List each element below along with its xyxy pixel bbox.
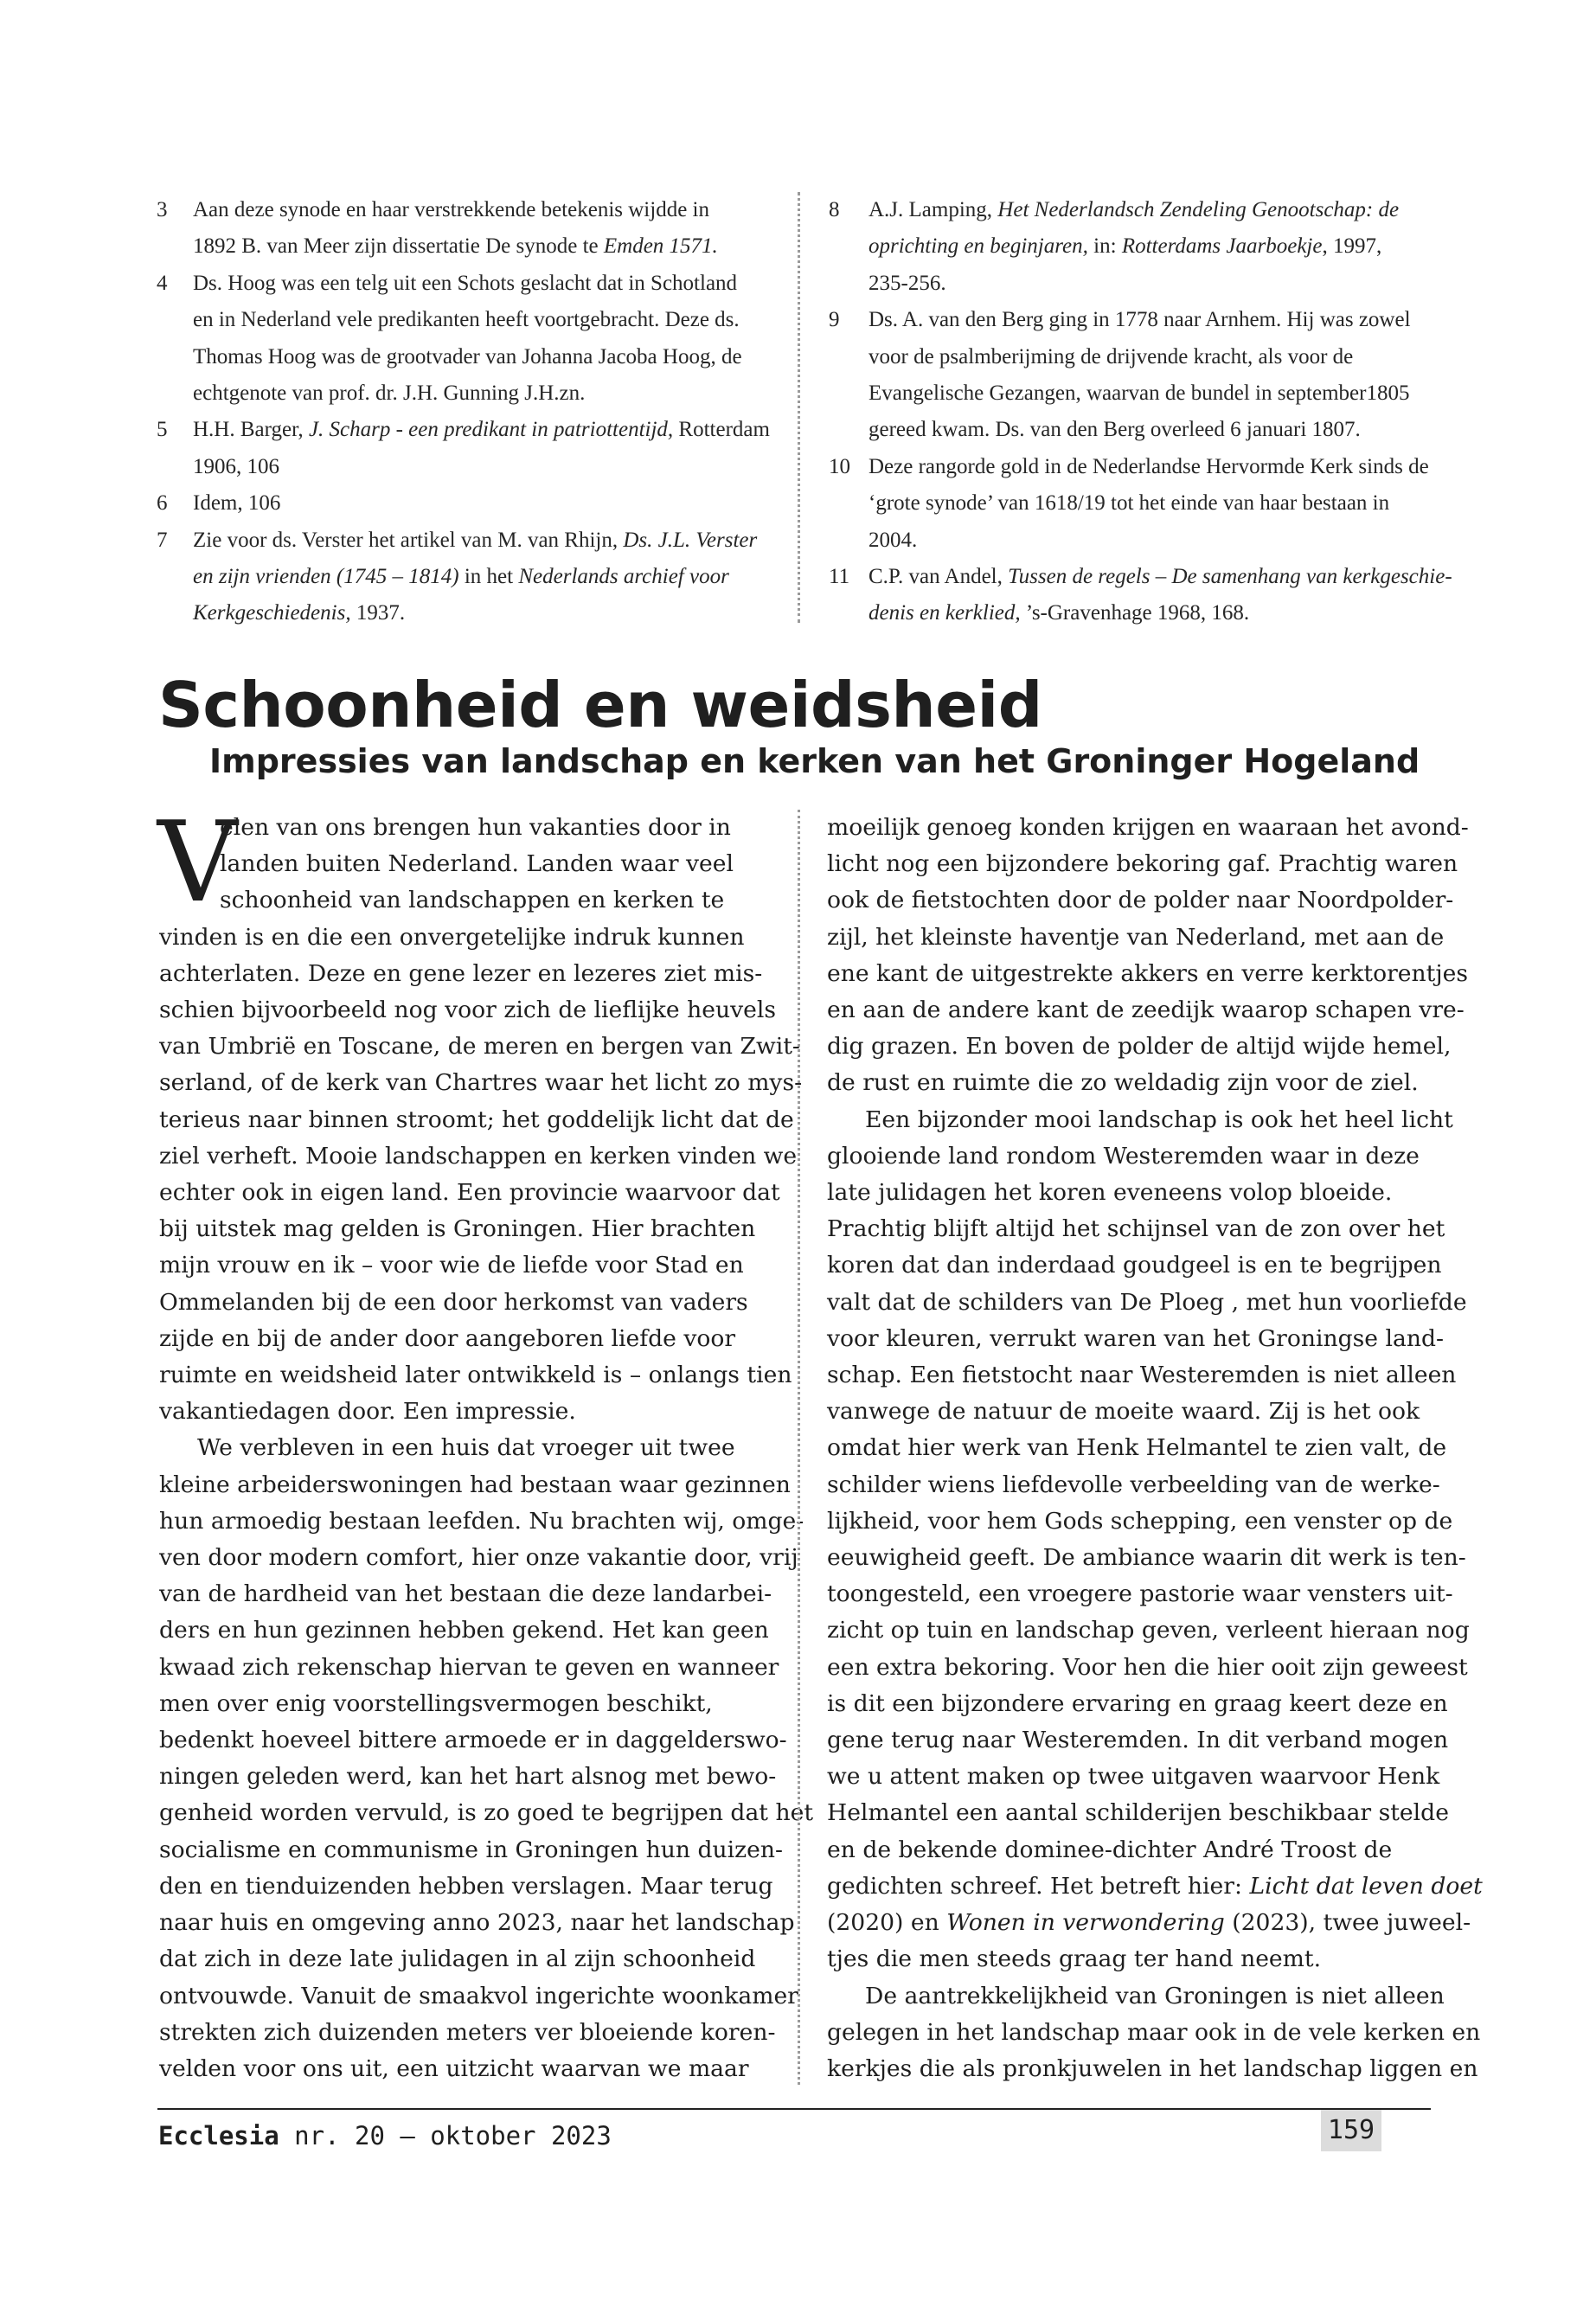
text-run: voor kleuren, verrukt waren van het Groningse land- xyxy=(827,1324,1444,1352)
body-line xyxy=(827,992,1465,1029)
body-line xyxy=(827,1650,1468,1686)
text-run: kerkjes die als pronkjuwelen in het landschap liggen en xyxy=(827,2054,1478,2082)
footnote-number: 9 xyxy=(829,308,840,332)
text-run: schap. Een fietstocht naar Westeremden is niet alleen xyxy=(827,1362,1457,1389)
text-run: socialisme en communisme in Groningen hun duizen- xyxy=(159,1836,783,1863)
body-line xyxy=(159,1686,765,1722)
body-line xyxy=(159,1102,794,1138)
article-subtitle: Impressies van landschap en kerken van het Groninger Hogeland xyxy=(209,742,1420,780)
body-line xyxy=(827,2051,1478,2087)
text-run: dig grazen. En boven de polder de altijd wijde hemel, xyxy=(827,1033,1452,1061)
footnote-line xyxy=(869,339,1443,375)
footnote-line xyxy=(193,375,762,412)
footnotes-left-column xyxy=(157,192,770,632)
text-run: en aan de andere kant de zeedijk waarop schapen vre- xyxy=(827,997,1465,1024)
body-line xyxy=(159,2015,776,2051)
text-run: gedichten schreef. Het betreft hier: xyxy=(827,1872,1250,1900)
text-run: Een bijzonder mooi landschap is ook het heel licht xyxy=(865,1106,1453,1133)
footnote-line xyxy=(193,485,762,522)
text-run: serland, of de kerk van Chartres waar het licht zo mys- xyxy=(159,1069,803,1097)
text-run: Ds. A. van den Berg ging in 1778 naar Arnhem. Hij was zowel xyxy=(869,308,1411,332)
body-line xyxy=(159,1467,791,1503)
footer-publication xyxy=(158,2118,612,2154)
text-run: landen buiten Nederland. Landen waar veel xyxy=(220,850,734,878)
footnote-line xyxy=(869,266,1443,302)
footnote-line xyxy=(869,375,1443,412)
text-run: den en tienduizenden hebben verslagen. Maar terug xyxy=(159,1872,773,1900)
body-line xyxy=(159,1065,803,1101)
footnote-number: 5 xyxy=(157,418,168,442)
body-line xyxy=(159,1321,765,1357)
article-title: Schoonheid en weidsheid xyxy=(158,669,1042,741)
text-run: vinden is en die een onvergetelijke indruk kunnen xyxy=(159,923,745,951)
body-line xyxy=(159,1394,765,1430)
text-run: ningen geleden werd, kan het hart alsnog met bewo- xyxy=(159,1763,777,1791)
body-line xyxy=(159,846,765,882)
body-line xyxy=(827,1722,1449,1759)
text-run: schien bijvoorbeeld nog voor zich de lieflijke heuvels xyxy=(159,997,776,1024)
text-run: Aan deze synode en haar verstrekkende betekenis wijdde in xyxy=(193,198,709,221)
text-run: gereed kwam. Ds. van den Berg overleed 6 januari 1807. xyxy=(869,418,1361,442)
text-run: koren dat dan inderdaad goudgeel is en te begrijpen xyxy=(827,1252,1442,1279)
body-line xyxy=(827,1576,1453,1612)
text-run: ook de fietstochten door de polder naar Noordpolder- xyxy=(827,887,1454,914)
body-line xyxy=(159,1868,773,1905)
footnote-9 xyxy=(829,302,1443,449)
text-run: kleine arbeiderswoningen had bestaan waar gezinnen xyxy=(159,1471,791,1498)
footnote-number: 3 xyxy=(157,198,168,221)
text-run: De aantrekkelijkheid van Groningen is niet alleen xyxy=(865,1982,1445,2009)
body-line xyxy=(827,1285,1467,1321)
footnote-6 xyxy=(157,485,762,522)
italic-text: en zijn vrienden (1745 – 1814) xyxy=(193,565,459,589)
text-run: genheid worden vervuld, is zo goed te begrijpen dat het xyxy=(159,1799,814,1827)
body-line xyxy=(159,956,765,992)
text-run: ’s-Gravenhage 1968, 168. xyxy=(1020,601,1250,625)
footnote-8 xyxy=(829,192,1443,302)
text-run: eeuwigheid geeft. De ambiance waarin dit werk is ten- xyxy=(827,1544,1466,1572)
footnote-line xyxy=(193,412,770,448)
text-run: ruimte en weidsheid later ontwikkeld is – onlangs tien xyxy=(159,1362,792,1389)
article-body-right-column xyxy=(827,810,1483,2087)
footnote-number: 11 xyxy=(829,565,850,589)
text-run: in het xyxy=(458,565,519,589)
footnote-number: 4 xyxy=(157,271,168,295)
text-run: de rust en ruimte die zo weldadig zijn voor de ziel. xyxy=(827,1069,1419,1097)
text-run: late julidagen het koren eveneens volop bloeide. xyxy=(827,1179,1393,1207)
text-run: Prachtig blijft altijd het schijnsel van de zon over het xyxy=(827,1215,1445,1243)
body-line xyxy=(827,1175,1443,1211)
footnote-line xyxy=(193,449,762,485)
body-line xyxy=(159,1430,765,1466)
text-run: ziel verheft. Mooie landschappen en kerken vinden we xyxy=(159,1142,798,1170)
body-line xyxy=(159,1650,779,1686)
magazine-name: Ecclesia xyxy=(158,2121,279,2150)
text-run: en de bekende dominee-dichter André Troost de xyxy=(827,1836,1393,1863)
footnote-5 xyxy=(157,412,770,485)
body-line xyxy=(827,1503,1453,1540)
body-line xyxy=(159,1175,780,1211)
body-line xyxy=(159,2051,765,2087)
text-run: lijkheid, voor hem Gods schepping, een venster op de xyxy=(827,1507,1453,1535)
body-line xyxy=(159,1540,798,1576)
footnote-line xyxy=(869,485,1443,522)
footnote-line xyxy=(869,559,1452,595)
footnote-line xyxy=(193,228,762,265)
footnote-7 xyxy=(157,522,762,632)
article-body-left-column xyxy=(157,798,814,2087)
body-line xyxy=(159,1832,783,1868)
text-run: We verbleven in een huis dat vroeger uit twee xyxy=(197,1434,735,1462)
text-run: moeilijk genoeg konden krijgen en waaraan het avond- xyxy=(827,814,1469,841)
body-line xyxy=(827,1759,1443,1795)
text-run: valt dat de schilders van De Ploeg , met hun voorliefde xyxy=(827,1288,1467,1316)
text-run: gene terug naar Westeremden. In dit verband mogen xyxy=(827,1727,1449,1754)
body-line xyxy=(159,1247,765,1284)
text-run: Ds. Hoog was een telg uit een Schots geslacht dat in Schotland xyxy=(193,271,738,295)
body-line xyxy=(827,1357,1457,1394)
body-line xyxy=(827,1029,1452,1065)
text-run: we u attent maken op twee uitgaven waarvoor Henk xyxy=(827,1763,1440,1791)
footnote-number: 6 xyxy=(157,491,168,516)
body-line xyxy=(827,1686,1448,1722)
footnote-line xyxy=(869,449,1443,485)
italic-text: Tussen de regels – De samenhang van kerkgeschie- xyxy=(1008,565,1452,589)
text-run: schoonheid van landschappen en kerken te xyxy=(220,887,725,914)
body-line xyxy=(827,1211,1443,1247)
text-run: 1906, 106 xyxy=(193,454,279,478)
footnote-line xyxy=(193,595,762,631)
text-run: van de hardheid van het bestaan die deze landarbei- xyxy=(159,1580,772,1608)
body-line xyxy=(827,846,1458,882)
text-run: ontvouwde. Vanuit de smaakvol ingerichte woonkamer xyxy=(159,1982,798,2009)
body-line xyxy=(159,1211,765,1247)
italic-text: denis en kerklied, xyxy=(869,601,1021,625)
text-run: en in Nederland vele predikanten heeft voortgebracht. Deze ds. xyxy=(193,308,740,332)
text-run: Evangelische Gezangen, waarvan de bundel in september1805 xyxy=(869,381,1410,406)
text-run: hun armoedig bestaan leefden. Nu brachten wij, omge- xyxy=(159,1507,804,1535)
text-run: ene kant de uitgestrekte akkers en verre kerktorentjes xyxy=(827,959,1468,987)
text-run: (2023), twee juweel- xyxy=(1224,1909,1471,1937)
footnote-line xyxy=(193,339,762,375)
body-line xyxy=(827,1102,1453,1138)
body-line xyxy=(159,882,765,919)
body-line xyxy=(159,1612,769,1649)
footnotes-column-divider xyxy=(798,192,800,623)
body-line xyxy=(827,882,1454,919)
body-line xyxy=(159,1285,765,1321)
body-line xyxy=(827,1247,1443,1284)
text-run: velden voor ons uit, een uitzicht waarvan we maar xyxy=(159,2054,749,2082)
footnote-line xyxy=(193,192,762,228)
text-run: echter ook in eigen land. Een provincie waarvoor dat xyxy=(159,1179,780,1207)
text-run: bedenkt hoeveel bittere armoede er in daggelderswo- xyxy=(159,1727,787,1754)
text-run: Zie voor ds. Verster het artikel van M. van Rhijn, xyxy=(193,528,624,552)
footnote-line xyxy=(869,595,1443,631)
body-line xyxy=(159,1029,800,1065)
body-line xyxy=(159,1978,798,2015)
body-line xyxy=(827,1138,1443,1175)
footnote-line xyxy=(193,522,762,559)
body-line xyxy=(159,810,765,846)
text-run: zijl, het kleinste haventje van Nederland, met aan de xyxy=(827,923,1445,951)
footer-rule xyxy=(157,2108,1431,2110)
text-run: vanwege de natuur de moeite waard. Zij is het ook xyxy=(827,1398,1420,1426)
footnote-line xyxy=(193,266,762,302)
italic-text: Wonen in verwondering xyxy=(946,1909,1225,1937)
body-column-divider xyxy=(798,810,800,2085)
italic-text: Nederlands archief voor xyxy=(518,565,729,589)
text-run: Thomas Hoog was de grootvader van Johanna Jacoba Hoog, de xyxy=(193,344,742,369)
text-run: Ommelanden bij de een door herkomst van vaders xyxy=(159,1288,748,1316)
text-run: , 1997, xyxy=(1322,234,1382,259)
body-line xyxy=(827,920,1443,956)
text-run: bij uitstek mag gelden is Groningen. Hier brachten xyxy=(159,1215,756,1243)
body-line xyxy=(159,1759,777,1795)
text-run: terieus naar binnen stroomt; het goddelijk licht dat de xyxy=(159,1106,794,1133)
footnote-number: 7 xyxy=(157,528,168,552)
body-line xyxy=(159,992,776,1029)
body-line xyxy=(827,1430,1447,1466)
italic-text: Emden 1571. xyxy=(603,234,718,259)
text-run: C.P. van Andel, xyxy=(869,565,1009,589)
italic-text: Licht dat leven doet xyxy=(1249,1872,1483,1900)
body-line xyxy=(827,1795,1449,1831)
text-run: kwaad zich rekenschap hiervan te geven en wanneer xyxy=(159,1653,779,1681)
text-run: 2004. xyxy=(869,528,918,552)
text-run: naar huis en omgeving anno 2023, naar het landschap xyxy=(159,1909,795,1937)
text-run: vakantiedagen door. Een impressie. xyxy=(159,1398,576,1426)
text-run: A.J. Lamping, xyxy=(869,198,998,221)
footnote-line xyxy=(193,302,762,338)
body-line xyxy=(827,2015,1481,2051)
text-run: glooiende land rondom Westeremden waar in deze xyxy=(827,1142,1420,1170)
body-line xyxy=(827,1394,1443,1430)
body-line xyxy=(159,920,765,956)
body-line xyxy=(827,1321,1443,1357)
footnote-number: 10 xyxy=(829,454,850,478)
text-run: omdat hier werk van Henk Helmantel te zien valt, de xyxy=(827,1434,1447,1462)
text-run: zijde en bij de ander door aangeboren liefde voor xyxy=(159,1324,736,1352)
body-line xyxy=(827,1540,1466,1576)
body-line xyxy=(827,1467,1443,1503)
italic-text: Rotterdams Jaarboekje xyxy=(1121,234,1323,259)
italic-text: oprichting en beginjaren, xyxy=(869,234,1088,259)
text-run: Idem, 106 xyxy=(193,491,281,516)
body-line xyxy=(827,1905,1471,1941)
body-line xyxy=(159,1503,804,1540)
page-number: 159 xyxy=(1321,2110,1381,2151)
footnote-3 xyxy=(157,192,762,266)
text-run: 1892 B. van Meer zijn dissertatie De synode te xyxy=(193,234,604,259)
text-run: schilder wiens liefdevolle verbeelding van de werke- xyxy=(827,1471,1440,1498)
body-line xyxy=(827,956,1468,992)
footnote-11 xyxy=(829,559,1452,632)
body-line xyxy=(159,1357,792,1394)
body-line xyxy=(827,810,1469,846)
issue-info: nr. 20 – oktober 2023 xyxy=(294,2121,612,2150)
drop-cap: V xyxy=(157,798,238,927)
footnote-line xyxy=(869,228,1443,265)
text-run: voor de psalmberijming de drijvende kracht, als voor de xyxy=(869,344,1354,369)
text-run: H.H. Barger, xyxy=(193,418,309,442)
body-line xyxy=(159,1576,772,1612)
text-run: Helmantel een aantal schilderijen beschikbaar stelde xyxy=(827,1799,1449,1827)
footnote-4 xyxy=(157,266,762,413)
footnote-line xyxy=(869,302,1443,338)
body-line xyxy=(159,1722,787,1759)
text-run: van Umbrië en Toscane, de meren en bergen van Zwit- xyxy=(159,1033,800,1061)
footnote-line xyxy=(193,559,762,595)
text-run: ders en hun gezinnen hebben gekend. Het kan geen xyxy=(159,1617,769,1644)
text-run: 235-256. xyxy=(869,271,946,295)
text-run: in: xyxy=(1087,234,1122,259)
body-line xyxy=(827,1832,1443,1868)
text-run: (2020) en xyxy=(827,1909,947,1937)
footnote-10 xyxy=(829,449,1443,559)
text-run: licht nog een bijzondere bekoring gaf. Prachtig waren xyxy=(827,850,1458,878)
footnote-line xyxy=(869,522,1443,559)
text-run: 1937. xyxy=(350,601,406,625)
text-run: mijn vrouw en ik – voor wie de liefde voor Stad en xyxy=(159,1252,744,1279)
text-run: zicht op tuin en landschap geven, verleent hieraan nog xyxy=(827,1617,1470,1644)
footnote-line xyxy=(869,192,1443,228)
body-line xyxy=(827,1868,1483,1905)
text-run: men over enig voorstellingsvermogen beschikt, xyxy=(159,1689,713,1717)
italic-text: Kerkgeschiedenis, xyxy=(193,601,351,625)
text-run: strekten zich duizenden meters ver bloeiende koren- xyxy=(159,2018,776,2046)
text-run: achterlaten. Deze en gene lezer en lezeres ziet mis- xyxy=(159,959,763,987)
body-line xyxy=(159,1941,765,1977)
text-run: Deze rangorde gold in de Nederlandse Hervormde Kerk sinds de xyxy=(869,454,1429,478)
text-run: ‘grote synode’ van 1618/19 tot het einde van haar bestaan in xyxy=(869,491,1390,516)
text-run: ven door modern comfort, hier onze vakantie door, vrij xyxy=(159,1544,798,1572)
text-run: elen van ons brengen hun vakanties door in xyxy=(220,814,731,841)
text-run: toongesteld, een vroegere pastorie waar vensters uit- xyxy=(827,1580,1453,1608)
italic-text: Het Nederlandsch Zendeling Genootschap: de xyxy=(997,198,1400,221)
body-line xyxy=(827,1941,1443,1977)
body-line xyxy=(159,1795,814,1831)
body-line xyxy=(827,1065,1443,1101)
text-run: is dit een bijzondere ervaring en graag keert deze en xyxy=(827,1689,1448,1717)
text-run: gelegen in het landschap maar ook in de vele kerken en xyxy=(827,2018,1481,2046)
footnotes-right-column xyxy=(829,192,1452,632)
text-run: dat zich in deze late julidagen in al zijn schoonheid xyxy=(159,1945,756,1973)
text-run: echtgenote van prof. dr. J.H. Gunning J.H.zn. xyxy=(193,381,586,406)
body-line xyxy=(827,1978,1443,2015)
italic-text: J. Scharp - een predikant in patriottentijd, xyxy=(308,418,674,442)
text-run: Rotterdam xyxy=(673,418,770,442)
text-run: een extra bekoring. Voor hen die hier ooit zijn geweest xyxy=(827,1653,1468,1681)
footnote-number: 8 xyxy=(829,198,840,221)
body-line xyxy=(159,1138,798,1175)
footnote-line xyxy=(869,412,1443,448)
body-line xyxy=(827,1612,1470,1649)
body-line xyxy=(159,1905,795,1941)
text-run: tjes die men steeds graag ter hand neemt. xyxy=(827,1945,1322,1973)
italic-text: Ds. J.L. Verster xyxy=(623,528,758,552)
